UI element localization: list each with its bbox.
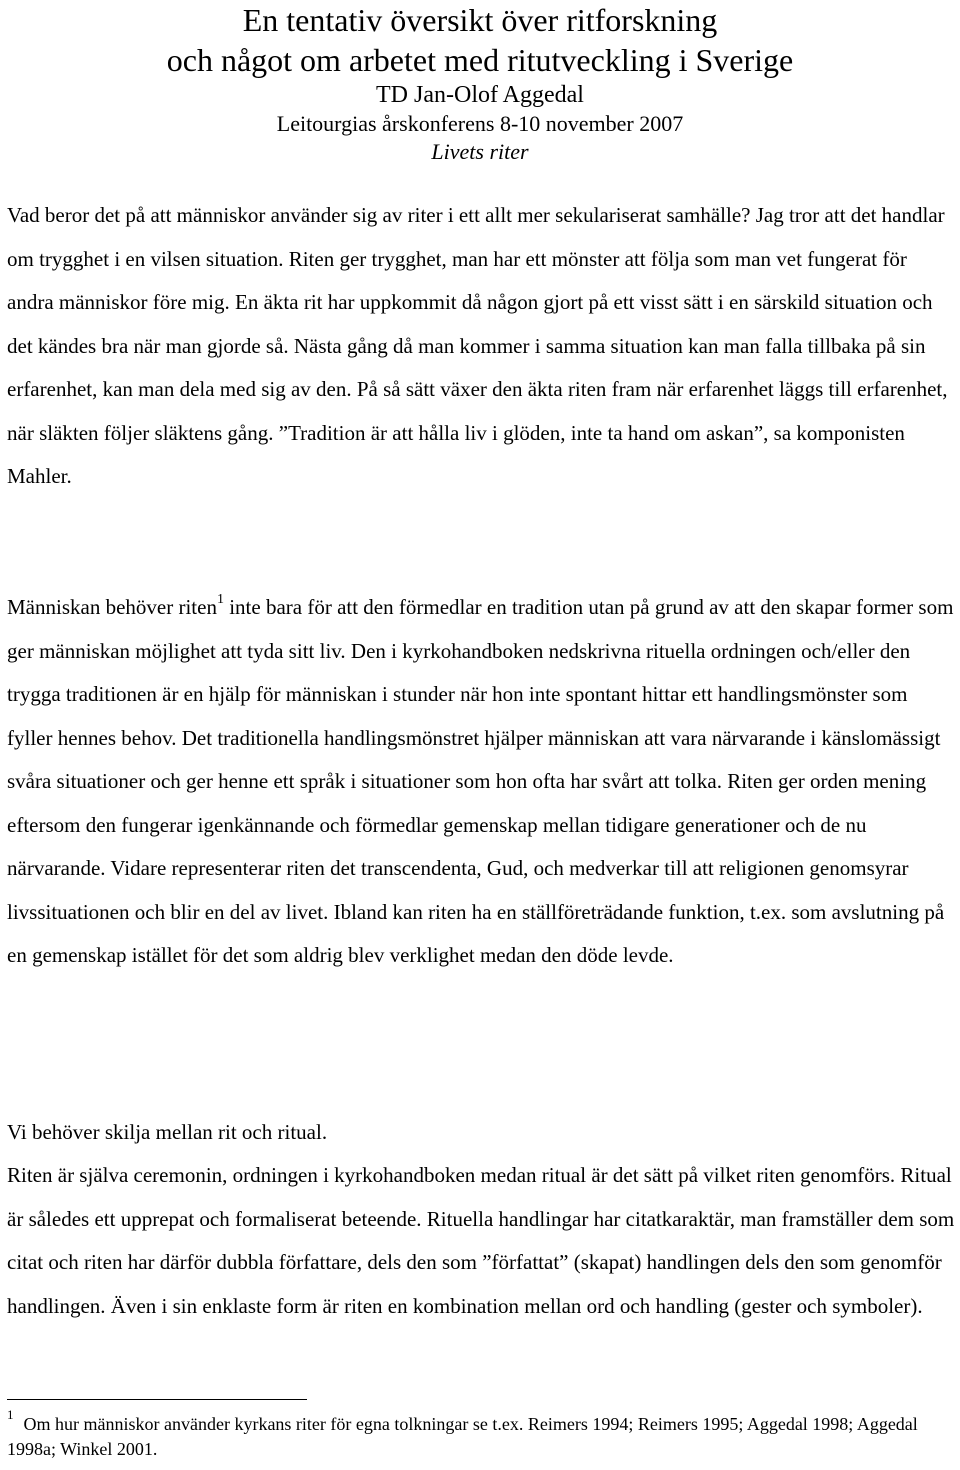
footnote	[7, 1407, 952, 1462]
paragraph-4: Riten är själva ceremonin, ordningen i kyrkohandboken medan ritual är det sätt på vilket riten genomförs. Ritual är således ett upprepat och formaliserat beteende. Rituella handlingar har citatkaraktär, man framställer dem som citat och riten har därför dubbla författare, dels den som ”författat” (skapat) handlingen dels den som genomför handlingen. Även i sin enklaste form är riten en kombination mellan ord och handling (gester och symboler).	[7, 1163, 955, 1318]
title-line-2: och något om arbetet med ritutveckling i Sverige	[166, 42, 794, 78]
footnote-number: 1	[7, 1407, 14, 1422]
document-header	[0, 0, 960, 166]
footnote-reference[interactable]: 1	[216, 592, 224, 607]
paragraph-3: Vi behöver skilja mellan rit och ritual.	[7, 1120, 328, 1144]
paragraph-2-start: Människan behöver riten	[7, 595, 217, 619]
paragraph-2-rest: inte bara för att den förmedlar en tradition utan på grund av att den skapar former som ger människan möjlighet att tyda sitt liv. Den i kyrkohandboken nedskrivna rituella ordningen och/eller den trygga traditionen är en hjälp för människan i stunder när hon inte spontant hittar ett handlingsmönster som fyller hennes behov. Det traditionella handlingsmönstret hjälper människan att vara närvarande i känslomässigt svåra situationer och ger henne ett språk i situationer som hon ofta har svårt att tolka. Riten ger orden mening eftersom den fungerar igenkännande och förmedlar gemenskap mellan tidigare generationer och de nu närvarande. Vidare representerar riten det transcendenta, Gud, och medverkar till att religionen genomsyrar livssituationen och blir en del av livet. Ibland kan riten ha en ställföreträdande funktion, t.ex. som avslutning på en gemenskap istället för det som aldrig blev verklighet medan den döde levde.	[7, 595, 954, 967]
theme-line: Livets riter	[431, 139, 529, 164]
paragraph-1: Vad beror det på att människor använder sig av riter i ett allt mer sekulariserat samhälle? Jag tror att det handlar om trygghet i en vilsen situation. Riten ger trygghet, man har ett mönster att följa som man vet fungerat för andra människor före mig. En äkta rit har uppkommit då någon gjort på ett visst sätt i en särskild situation och det kändes bra när man gjorde så. Nästa gång då man kommer i samma situation kan man falla tillbaka på sin erfarenhet, kan man dela med sig av den. På så sätt växer den äkta riten fram när erfarenhet läggs till erfarenhet, när släkten följer släktens gång. ”Tradition är att hålla liv i glöden, inte ta hand om askan”, sa komponisten Mahler.	[7, 203, 948, 488]
paragraph-2	[7, 586, 957, 978]
author-line: TD Jan-Olof Aggedal	[376, 82, 584, 108]
footnote-text: Om hur människor använder kyrkans riter för egna tolkningar se t.ex. Reimers 1994; Reimers 1995; Aggedal 1998; Aggedal 1998a; Winkel 2001.	[7, 1414, 918, 1459]
footnote-separator	[7, 1399, 307, 1400]
conference-line: Leitourgias årskonferens 8-10 november 2007	[276, 111, 684, 136]
title-line-1: En tentativ översikt över ritforskning	[242, 2, 718, 38]
